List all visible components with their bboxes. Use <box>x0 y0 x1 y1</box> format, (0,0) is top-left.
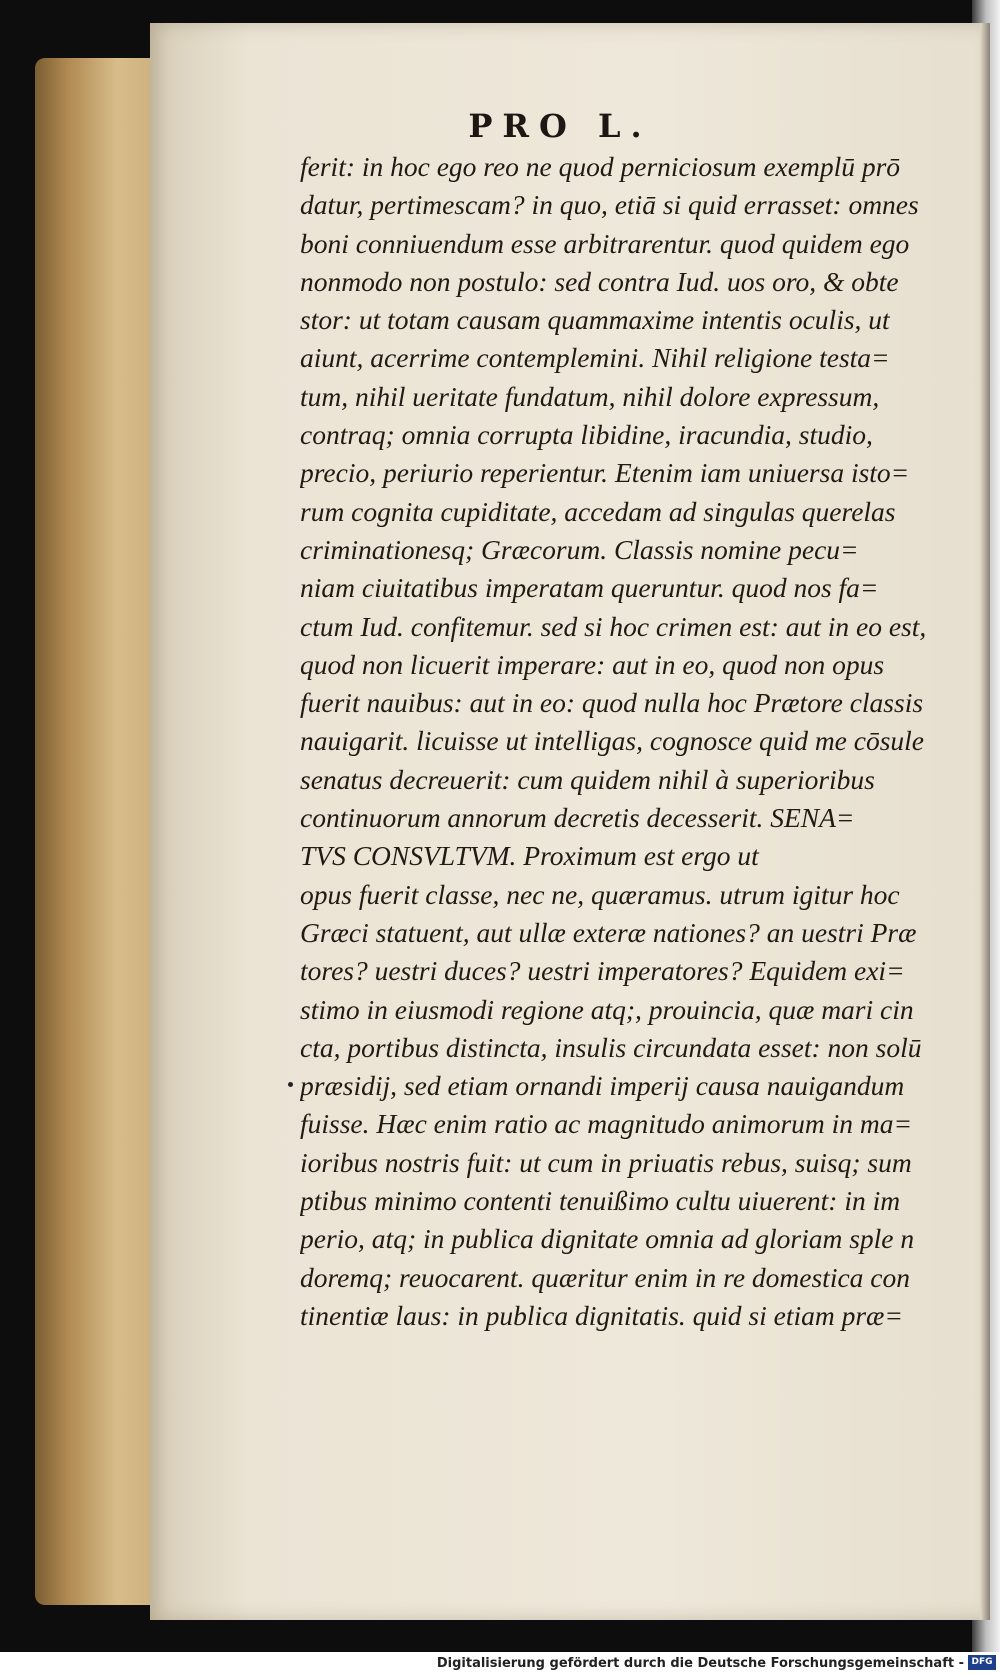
text-line: boni conniuendum esse arbitrarentur. quod quidem ego <box>300 227 910 259</box>
text-line: præsidij, sed etiam ornandi imperij causa nauigandum <box>300 1070 905 1102</box>
text-line: ferit: in hoc ego reo ne quod perniciosum exemplū prō <box>300 151 901 182</box>
text-line: senatus decreuerit: cum quidem nihil à superioribus <box>300 763 875 795</box>
text-line: criminationesq; Græcorum. Classis nomine pecu= <box>300 533 859 565</box>
footer-credit: Digitalisierung gefördert durch die Deutsche Forschungsgemeinschaft - <box>436 1656 964 1671</box>
text-line: datur, pertimescam? in quo, etiā si quid errasset: omnes <box>300 189 919 221</box>
text-line: rum cognita cupiditate, accedam ad singulas querelas <box>300 495 896 527</box>
text-line: TVS CONSVLTVM. Proximum est ergo ut <box>300 840 759 872</box>
text-line: tinentiæ laus: in publica dignitatis. quid si etiam præ= <box>300 1299 903 1331</box>
text-line: stimo in eiusmodi regione atq;, prouincia, quæ mari cin <box>300 993 914 1025</box>
ink-spot <box>288 1082 293 1087</box>
text-line: ctum Iud. confitemur. sed si hoc crimen est: aut in eo est, <box>300 610 927 642</box>
text-line: cta, portibus distincta, insulis circundata esset: non solū <box>300 1031 922 1063</box>
text-line: perio, atq; in publica dignitate omnia ad gloriam sple n <box>300 1223 915 1255</box>
text-line: aiunt, acerrime contemplemini. Nihil religione testa= <box>300 342 890 374</box>
dfg-logo: DFG <box>968 1655 996 1670</box>
text-line: nonmodo non postulo: sed contra Iud. uos oro, & obte <box>300 265 899 297</box>
text-line: fuerit nauibus: aut in eo: quod nulla hoc Prætore classis <box>300 687 924 719</box>
text-line: tores? uestri duces? uestri imperatores? Equidem exi= <box>300 955 905 987</box>
running-header: PRO L. <box>468 107 652 145</box>
text-line: precio, periurio reperientur. Etenim iam uniuersa isto= <box>300 457 910 489</box>
text-line: nauigarit. licuisse ut intelligas, cognosce quid me cōsule <box>300 725 925 757</box>
text-line: contraq; omnia corrupta libidine, iracundia, studio, <box>300 419 873 451</box>
text-line: fuisse. Hæc enim ratio ac magnitudo animorum in ma= <box>300 1108 913 1140</box>
text-line: quod non licuerit imperare: aut in eo, quod non opus <box>300 648 885 680</box>
text-line: ioribus nostris fuit: ut cum in priuatis rebus, suisq; sum <box>300 1146 912 1178</box>
text-line: stor: ut totam causam quammaxime intentis oculis, ut <box>300 304 890 336</box>
text-line: tum, nihil ueritate fundatum, nihil dolore expressum, <box>300 380 880 412</box>
text-line: continuorum annorum decretis decesserit. SENA= <box>300 802 855 834</box>
text-line: doremq; reuocarent. quæritur enim in re domestica con <box>300 1261 910 1293</box>
text-line: opus fuerit classe, nec ne, quæramus. utrum igitur hoc <box>300 878 900 910</box>
text-line: Græci statuent, aut ullæ exteræ nationes? an uestri Præ <box>300 916 917 948</box>
page-text <box>300 148 930 1335</box>
footer-bar <box>0 1652 1000 1675</box>
page-gutter <box>980 23 990 1620</box>
text-line: ptibus minimo contenti tenuißimo cultu uiuerent: in im <box>300 1185 901 1217</box>
text-line: niam ciuitatibus imperatam queruntur. quod nos fa= <box>300 572 879 604</box>
